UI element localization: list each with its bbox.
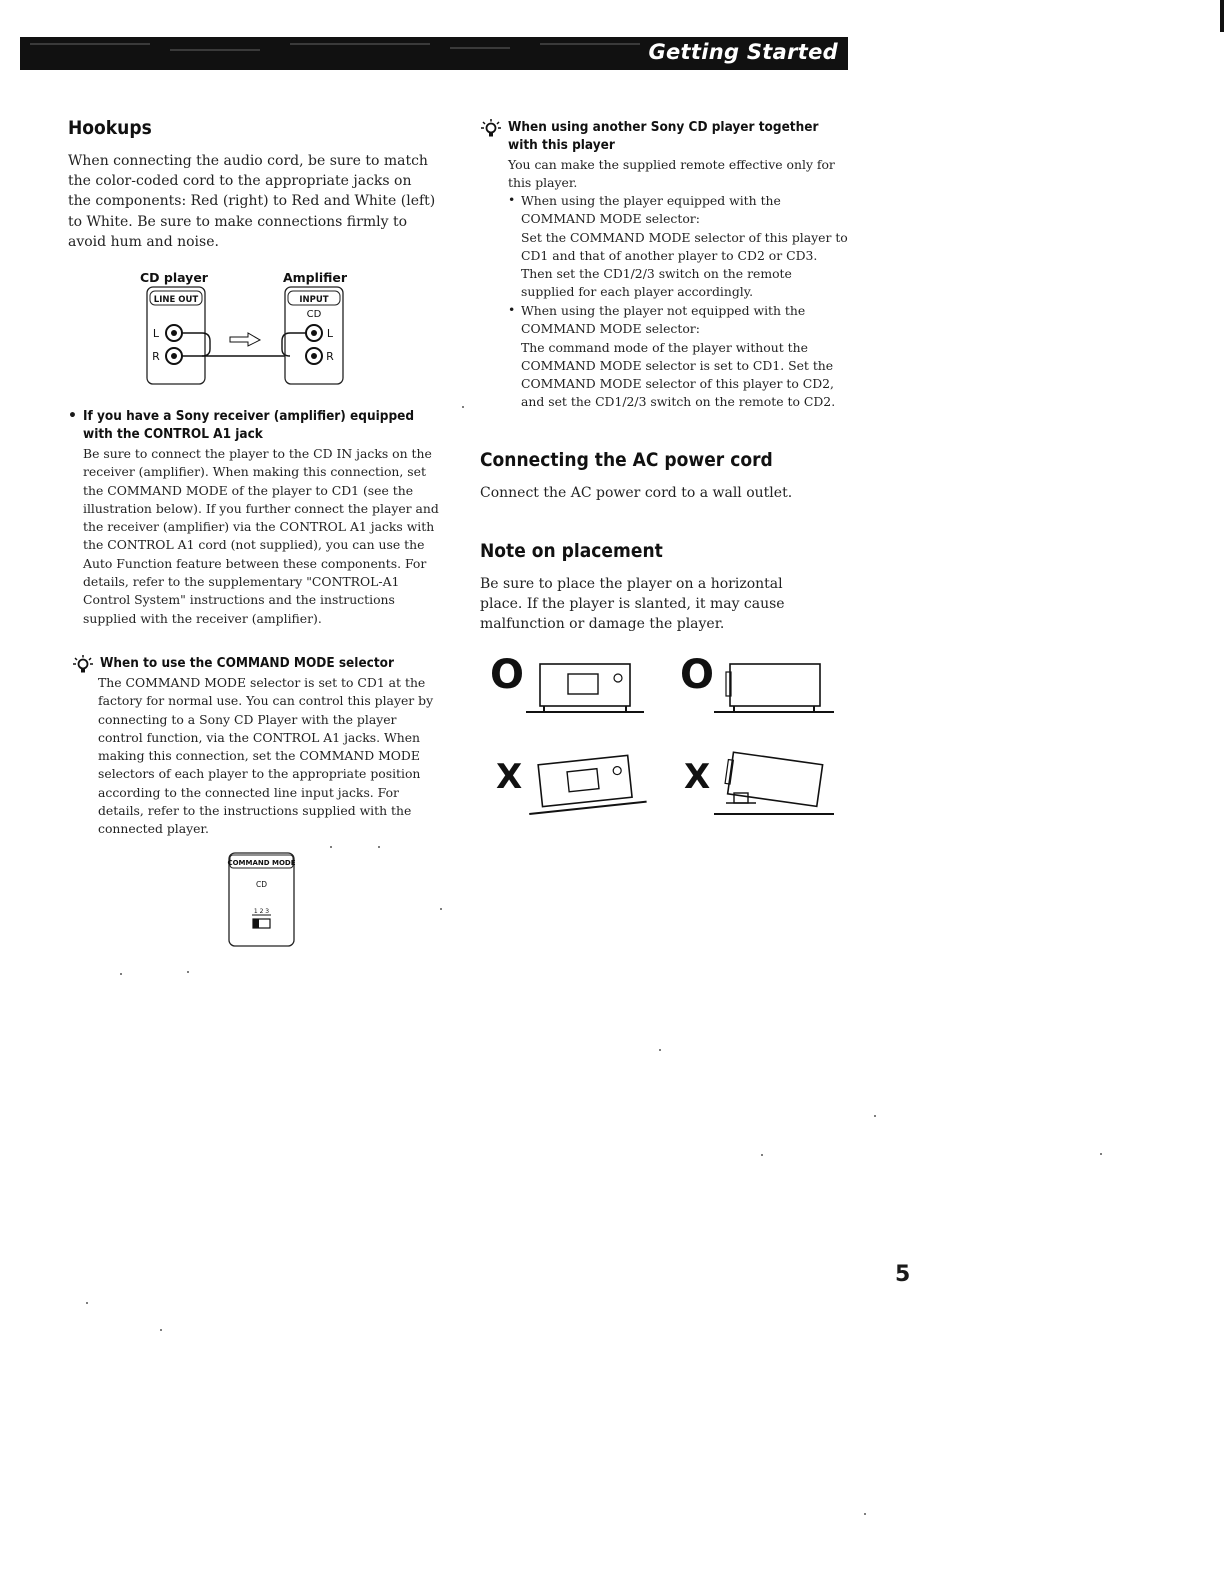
scan-speck xyxy=(378,846,380,848)
bullet-dot: • xyxy=(508,192,516,207)
hookups-intro: When connecting the audio cord, be sure to match the color-coded cord to the appropriate jacks on the components: Red (right) to Red and White (left) to White. Be sure to make connections firmly to avoid hum and noise. xyxy=(68,153,436,250)
scan-speck xyxy=(86,1302,88,1304)
tip-bullet-equipped-body: Set the COMMAND MODE selector of this player to CD1 and that of another player to CD2 or CD3. Then set the CD1/2/3 switch on the remote supplied for each player accordingly. xyxy=(521,229,848,300)
amp-left-label: L xyxy=(326,327,334,340)
sony-receiver-heading: If you have a Sony receiver (amplifier) equipped with the CONTROL A1 jack xyxy=(83,409,415,442)
page-number: 5 xyxy=(895,1262,911,1287)
player-side-level xyxy=(730,664,820,706)
section-header-bar xyxy=(20,37,848,70)
bullet-dot: • xyxy=(508,302,516,317)
cd-left-label: L xyxy=(152,327,160,340)
cd-player-label: CD player xyxy=(140,270,208,285)
placement-heading: Note on placement xyxy=(480,540,663,562)
tip-another-player-intro: You can make the supplied remote effective only for this player. xyxy=(508,157,835,191)
placement-body: Be sure to place the player on a horizontal place. If the player is slanted, it may cause malfunction or damage the player. xyxy=(480,576,785,633)
tip-command-mode-body: The COMMAND MODE selector is set to CD1 at the factory for normal use. You can control this player by connecting to a Sony CD Player with the player control function, via the CONTROL A1 jacks. When making this connection, set the COMMAND MODE selectors of each player to the appropriate position according to the connected line input jacks. For details, refer to the instructions supplied with the connected player. xyxy=(98,675,434,837)
tip-bullet-equipped xyxy=(521,192,849,302)
wrong-mark: X xyxy=(496,757,523,797)
connection-diagram xyxy=(140,265,360,390)
scan-speck xyxy=(1100,1153,1102,1155)
tip-bullet-not-equipped xyxy=(521,302,849,412)
lightbulb-tip-icon xyxy=(480,118,502,140)
command-mode-cd-label: CD xyxy=(255,880,268,889)
scan-speck xyxy=(160,1329,162,1331)
amplifier-label: Amplifier xyxy=(282,270,348,285)
correct-mark: O xyxy=(490,652,525,698)
section-title: Getting Started xyxy=(648,40,838,64)
player-front-level xyxy=(540,664,630,706)
ac-power-heading: Connecting the AC power cord xyxy=(480,449,773,471)
hookups-heading: Hookups xyxy=(68,117,152,139)
command-mode-selector-diagram xyxy=(226,850,298,950)
command-mode-title: COMMAND MODE xyxy=(227,859,296,867)
scan-speck xyxy=(187,971,189,973)
cd-right-label: R xyxy=(152,350,160,363)
tip-bullet-not-equipped-lead: When using the player not equipped with the COMMAND MODE selector: xyxy=(521,303,806,337)
selector-positions: 1 2 3 xyxy=(253,908,270,915)
input-cd-label: CD xyxy=(306,309,322,320)
wrong-mark: X xyxy=(684,757,711,797)
scan-speck xyxy=(659,1049,661,1051)
player-side-slanted xyxy=(728,752,823,806)
direction-arrow-icon xyxy=(230,333,260,346)
lightbulb-tip-icon xyxy=(72,654,94,676)
scan-speck xyxy=(864,1513,866,1515)
scan-speck xyxy=(874,1115,876,1117)
bullet-dot: • xyxy=(68,408,77,424)
tip-another-player-heading: When using another Sony CD player together with this player xyxy=(508,120,819,153)
sony-receiver-body: Be sure to connect the player to the CD IN jacks on the receiver (amplifier). When making this connection, set the COMMAND MODE of the player to CD1 (see the illustration below). If you further connect the player and the receiver (amplifier) via the CONTROL A1 jacks with the CONTROL A1 cord (not supplied), you can use the Auto Function feature between these components. For details, refer to the supplementary "CONTROL-A1 Control System" instructions and the instructions supplied with the receiver (amplifier). xyxy=(83,446,439,626)
page-edge-mark xyxy=(1220,0,1224,32)
ac-power-body: Connect the AC power cord to a wall outlet. xyxy=(480,485,793,501)
tip-bullet-not-equipped-body: The command mode of the player without the COMMAND MODE selector is set to CD1. Set the COMMAND MODE selector of this player to CD2, and set the CD1/2/3 switch on the remote to CD2. xyxy=(521,339,836,410)
placement-illustration xyxy=(488,650,838,825)
line-out-label: LINE OUT xyxy=(153,295,199,305)
scan-speck xyxy=(761,1154,763,1156)
scan-speck xyxy=(440,908,442,910)
scan-speck xyxy=(330,846,332,848)
input-label: INPUT xyxy=(299,295,329,305)
player-front-slanted xyxy=(538,755,632,806)
tip-command-mode-heading: When to use the COMMAND MODE selector xyxy=(100,656,394,671)
scan-speck xyxy=(462,406,464,408)
audio-cord-left xyxy=(182,333,210,356)
amp-right-label: R xyxy=(326,350,334,363)
scan-speck xyxy=(120,973,122,975)
tip-bullet-equipped-lead: When using the player equipped with the COMMAND MODE selector: xyxy=(521,193,781,227)
correct-mark: O xyxy=(680,652,715,698)
